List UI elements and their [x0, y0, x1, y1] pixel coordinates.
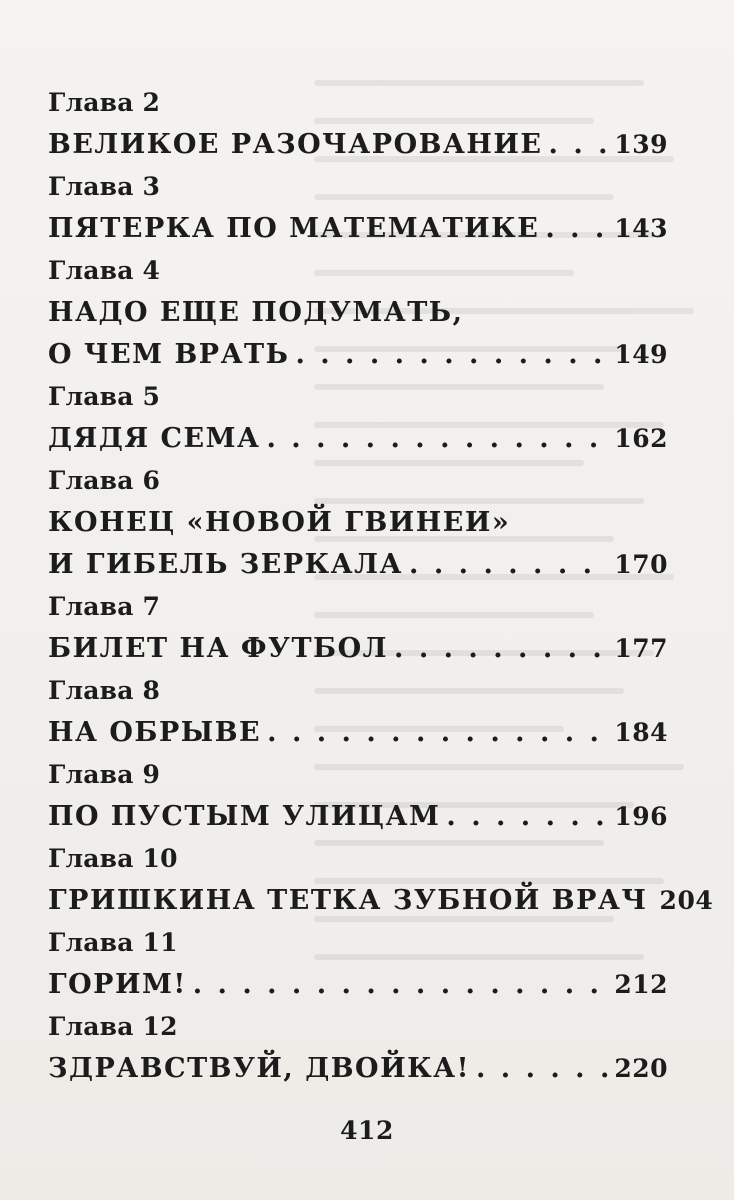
toc-entry: [48, 1006, 668, 1090]
dot-leader: [409, 544, 608, 586]
chapter-title-line: [48, 208, 668, 250]
chapter-page-number: 149: [614, 340, 668, 369]
toc-entry: [48, 754, 668, 838]
chapter-label: Глава 7: [48, 592, 161, 621]
page-number: 412: [340, 1116, 394, 1145]
dot-leader: [193, 964, 609, 1006]
chapter-title-line: [48, 334, 668, 376]
chapter-title: ЗДРАВСТВУЙ, ДВОЙКА!: [48, 1053, 470, 1084]
toc-entry: [48, 922, 668, 1006]
chapter-page-number: 139: [614, 130, 668, 159]
chapter-title-line: [48, 964, 668, 1006]
chapter-page-number: 170: [614, 550, 668, 579]
dot-leader: [295, 334, 608, 376]
chapter-title-line: [48, 1048, 668, 1090]
chapter-page-number: 162: [614, 424, 668, 453]
chapter-title: ГРИШКИНА ТЕТКА ЗУБНОЙ ВРАЧ: [48, 885, 648, 916]
chapter-label: Глава 2: [48, 88, 161, 117]
toc-entry: [48, 166, 668, 250]
chapter-title-line: [48, 502, 668, 544]
chapter-title: ПЯТЕРКА ПО МАТЕМАТИКЕ: [48, 213, 540, 244]
chapter-title-line: [48, 292, 668, 334]
chapter-title: НАДО ЕЩЕ ПОДУМАТЬ,: [48, 297, 464, 328]
chapter-title: НА ОБРЫВЕ: [48, 717, 262, 748]
chapter-title-line: [48, 796, 668, 838]
chapter-label: Глава 10: [48, 844, 178, 873]
chapter-title: ПО ПУСТЫМ УЛИЦАМ: [48, 801, 441, 832]
chapter-page-number: 177: [614, 634, 668, 663]
chapter-title-line: [48, 124, 668, 166]
toc-entry: [48, 376, 668, 460]
chapter-page-number: 212: [614, 970, 668, 999]
dot-leader: [545, 208, 608, 250]
chapter-label: Глава 8: [48, 676, 161, 705]
chapter-label: Глава 11: [48, 928, 178, 957]
dot-leader: [549, 124, 609, 166]
chapter-label: Глава 12: [48, 1012, 178, 1041]
dot-leader: [446, 796, 608, 838]
chapter-page-number: 196: [614, 802, 668, 831]
toc-entry: [48, 460, 668, 586]
toc-entry: [48, 586, 668, 670]
chapter-label: Глава 9: [48, 760, 161, 789]
chapter-title: ВЕЛИКОЕ РАЗОЧАРОВАНИЕ: [48, 129, 543, 160]
chapter-page-number: 204: [659, 886, 714, 915]
chapter-title-line: [48, 628, 668, 670]
chapter-title: БИЛЕТ НА ФУТБОЛ: [48, 633, 389, 664]
toc-entry: [48, 250, 668, 376]
table-of-contents: [48, 82, 714, 1090]
chapter-title: И ГИБЕЛЬ ЗЕРКАЛА: [48, 549, 404, 580]
chapter-title: ДЯДЯ СЕМА: [48, 423, 261, 454]
chapter-title: ГОРИМ!: [48, 969, 187, 1000]
toc-entry: [48, 82, 668, 166]
chapter-title-line: [48, 544, 668, 586]
chapter-title: КОНЕЦ «НОВОЙ ГВИНЕИ»: [48, 507, 511, 538]
dot-leader: [476, 1048, 608, 1090]
chapter-page-number: 220: [614, 1054, 668, 1083]
dot-leader: [394, 628, 608, 670]
chapter-label: Глава 3: [48, 172, 161, 201]
chapter-title-line: [48, 880, 714, 922]
chapter-label: Глава 6: [48, 466, 161, 495]
toc-entry: [48, 670, 668, 754]
chapter-title-line: [48, 712, 668, 754]
chapter-label: Глава 4: [48, 256, 161, 285]
chapter-title: О ЧЕМ ВРАТЬ: [48, 339, 290, 370]
chapter-label: Глава 5: [48, 382, 161, 411]
dot-leader: [266, 418, 608, 460]
chapter-page-number: 143: [614, 214, 668, 243]
chapter-title-line: [48, 418, 668, 460]
dot-leader: [267, 712, 608, 754]
toc-entry: [48, 838, 714, 922]
chapter-page-number: 184: [614, 718, 668, 747]
